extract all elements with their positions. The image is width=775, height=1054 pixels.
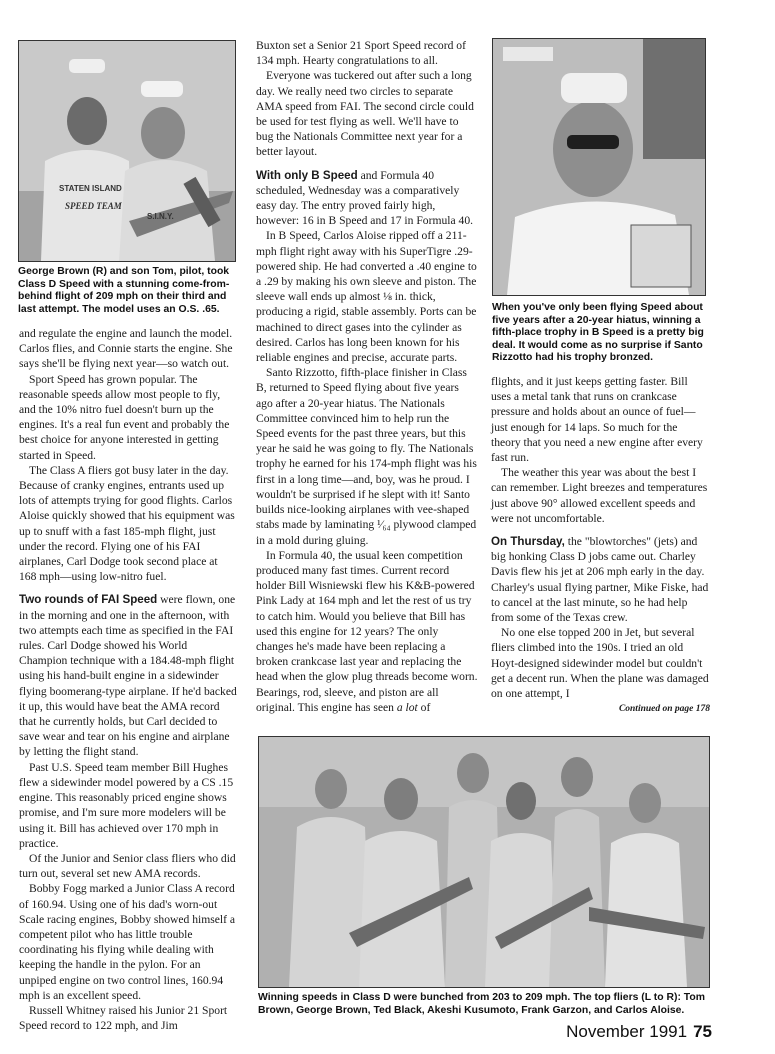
caption-top-right: When you've only been flying Speed about five years after a 20-year hiatus, winning a fifth-place trophy in B Speed is a pretty big deal. It would come as no surprise if Santo Rizzotto had his trophy bronzed. [492,302,704,364]
col2-section-text: and Formula 40 scheduled, Wednesday was a comparatively easy day. The entry proved fairly high, however: 16 in B Speed and 17 in Formula 40. [256,168,474,228]
col1-paragraph: Past U.S. Speed team member Bill Hughes flew a sidewinder model powered by a CS .15 engine. This reasonably priced engine shows promise, and I'm sure more modelers will be using it. Bill has achieved over 170 mph in practice. [19,760,234,850]
page-folio [560,1022,712,1042]
col3-lead-in: On Thursday, [491,535,565,549]
col3-section-paragraph [491,534,709,625]
col2-paragraph: In B Speed, Carlos Aloise ripped off a 211-mph flight right away with his SuperTigre .29-powered ship. He had converted a .40 engine to a .29 by making his own sleeve and piston. The sleeve wall ends up almost ⅛ in. thick, producing a rigid, stable assembly. Ports can be machined to direct gases into the cylinder as desired. Carlos has long been known for his reliable engines and precise, accurate parts. [256,229,477,365]
col2-paragraph: Everyone was tuckered out after such a long day. We really need two circles to separate AMA speed from FAI. The second circle could be used for test flying as well. We'll have to bug the Nationals Committee next year for a better layout. [256,69,474,159]
col1-paragraph: Russell Whitney raised his Junior 21 Sport Speed record to 122 mph, and Jim [19,1003,228,1033]
column-2 [256,38,478,715]
col2-paragraph [256,548,478,715]
col1-paragraph: Of the Junior and Senior class fliers who did turn out, several set new AMA records. [19,851,236,881]
col3-paragraph: flights, and it just keeps getting faster. Bill uses a metal tank that runs on crankcase pressure and holds about an ounce of fuel—just enough for 14 laps. So much for the theory that you need a new engine after every fast run. [491,375,703,465]
col3-paragraph: The weather this year was about the best I can remember. Light breezes and temperatures just above 90° allowed excellent speeds and were not uncomfortable. [491,466,708,525]
photo-class-d-winners [258,736,710,988]
issue-date: November 1991 [566,1022,688,1041]
col3-section-text: the "blowtorches" (jets) and big honking Class D jobs came out. Charley Davis flew his jet at 206 mph early in the day. Charley's usual flying partner, Mike Fiske, had to cancel at the last minute, so he had help from some of the Texas crew. [491,535,709,625]
col3-paragraph: No one else topped 200 in Jet, but several fliers climbed into the 190s. I tried an old Hoyt-designed sidewinder model but couldn't get a decent run. When the plane was damaged on one attempt, I [491,626,709,701]
column-3 [491,374,709,701]
col2-italic-text: a lot [396,700,418,714]
col1-paragraph: and regulate the engine and launch the model. Carlos flies, and Connie starts the engine. She says she'll be flying next year—so watch out. [19,327,233,371]
col2-lead-in: With only B Speed [256,168,358,182]
column-1 [19,326,237,1033]
col2-text: In Formula 40, the usual keen competition produced many fast times. Current record holder Bill Wisniewski flew his K&B-powered Pink Lady at 164 mph and let the rest of us try to catch him. Would you believe that Bill has used this engine for 12 years? The only changes he's made have been replacing a broken crankcase last year and replacing the head when the glow plug threads become worn. Bearings, rod, sleeve, and piston are all original. This engine has seen [256,548,478,714]
photo-george-and-tom-brown [18,40,236,262]
caption-bottom: Winning speeds in Class D were bunched from 203 to 209 mph. The top fliers (L to R): Tom Brown, George Brown, Ted Black, Akeshi Kusumoto, Frank Garzon, and Carlos Aloise. [258,992,705,1016]
shirt-text-2: SPEED TEAM [65,201,122,211]
col2-paragraph: Buxton set a Senior 21 Sport Speed record of 134 mph. Hearty congratulations to all. [256,39,466,68]
col1-paragraph: Sport Speed has grown popular. The reasonable speeds allow most people to fly, and the 10% nitro fuel doesn't burn up the engines. It's a real fun event and probably the best choice for anyone interested in getting started in Speed. [19,372,230,462]
continued-on-page: Continued on page 178 [618,704,710,714]
caption-top-left: George Brown (R) and son Tom, pilot, took Class D Speed with a stunning come-from-behind flight of 209 mph on their third and last attempt. The model uses an O.S. .65. [18,266,230,315]
col1-paragraph: Bobby Fogg marked a Junior Class A record of 160.94. Using one of his dad's worn-out Scale racing engines, Bobby showed himself a competent pilot who has little trouble coordinating his flying while dealing with keeping the handle in the pylon. For an unpiped engine on two control lines, 160.94 mph is an excellent speed. [19,882,236,1002]
col2-text-end: of [417,700,431,714]
page-number: 75 [693,1022,712,1041]
shirt-text-3: S.I.N.Y. [147,212,174,221]
shirt-text-1: STATEN ISLAND [59,184,122,193]
col2-paragraph: Santo Rizzotto, fifth-place finisher in Class B, returned to Speed flying about five years ago after a 20-year hiatus. The Nationals Committee convinced him to help run the Speed events for the past three years, but this year he said he was going to fly. The Nationals trophy he earned for his 174-mph flight was his first in a long time—and, boy, was he proud. I wouldn't be surprised if he slept with it! Santo builds nice-looking airplanes with vee-shaped stabs made by laminating ¹⁄₆₄ plywood clamped in a mold during gluing. [256,366,477,547]
col1-section-paragraph [19,592,237,759]
col1-lead-in: Two rounds of FAI Speed [19,593,158,607]
col1-paragraph: The Class A fliers got busy later in the day. Because of cranky engines, entrants used up lots of attempts trying for good flights. Carlos Aloise quickly showed that his equipment was up to snuff with a fast 185-mph flight, just under the record. Flying one of his FAI airplanes, Carl Dodge took second place at 168 mph—using low-nitro fuel. [19,463,235,584]
col1-section-text: were flown, one in the morning and one in the afternoon, with two attempts each time as specified in the FAI rules. Carl Dodge showed his World Champion technique with a 184.48-mph flight using his hand-built engine in a sidewinder flying boomerang-type airplane. If he'd backed it up, this would have beat the AMA record that he currently holds, but Carl decided to save wear and tear on his engine and airplane by letting the flight stand. [19,593,237,759]
col2-section-paragraph [256,168,478,229]
photo-santo-rizzotto [492,38,706,296]
